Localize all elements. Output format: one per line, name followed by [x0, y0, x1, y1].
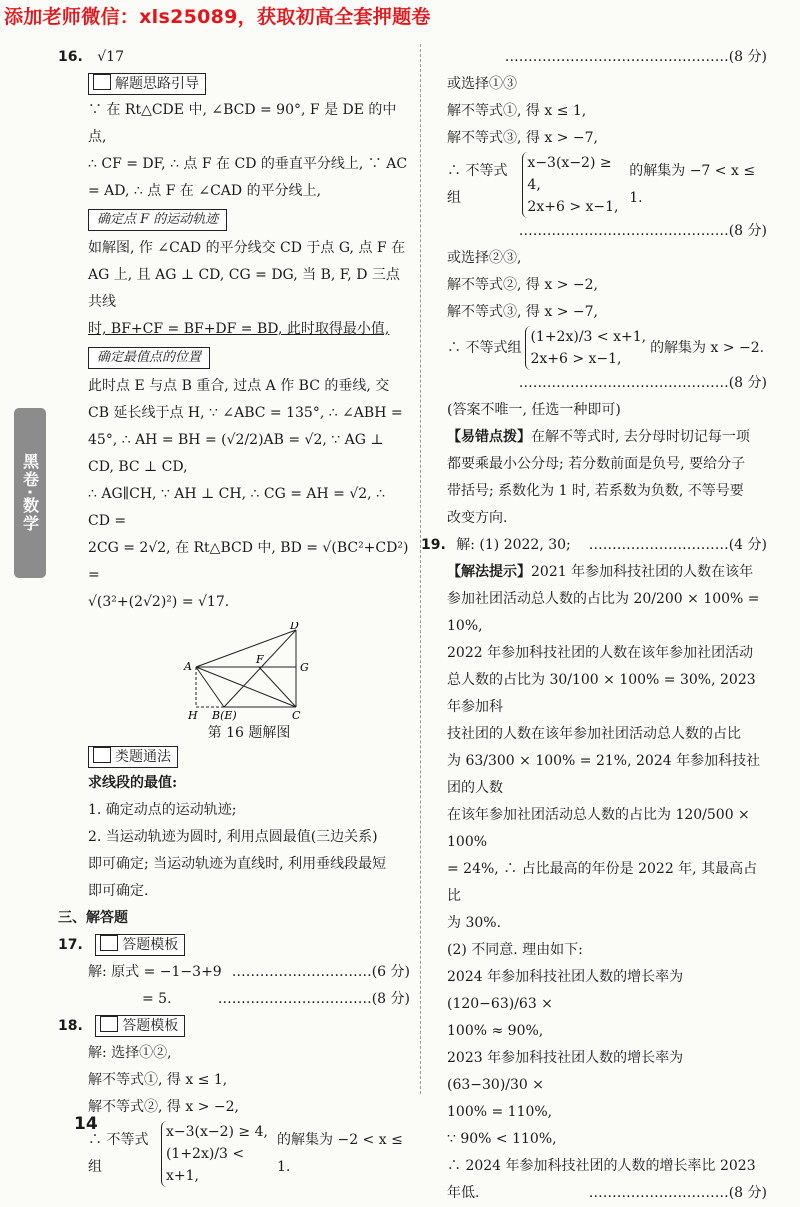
- note-extreme: 确定最值点的位置: [88, 347, 210, 369]
- score: …………………………(8 分): [588, 1185, 767, 1201]
- right-line: 解不等式①, 得 x ≤ 1,: [447, 103, 587, 119]
- right-line: 或选择②③,: [447, 250, 522, 266]
- page-number: 14: [74, 1114, 98, 1134]
- error-tip: 改变方向.: [447, 510, 508, 526]
- hint-line: 技社团的人数在该年参加社团活动总人数的占比: [447, 726, 741, 742]
- right-line: 解不等式③, 得 x > −7,: [447, 130, 598, 146]
- fig-label-b: B(E): [212, 709, 237, 722]
- hint-line: 总人数的占比为 30/100 × 100% = 30%, 2023 年参加科: [447, 672, 756, 715]
- q16-line: ∴ CF = DF, ∴ 点 F 在 CD 的垂直平分线上, ∵ AC: [88, 156, 408, 172]
- q17-line: [58, 986, 410, 1013]
- q18-line: 解不等式②, 得 x > −2,: [88, 1099, 239, 1115]
- q19-header: [421, 532, 767, 559]
- right-line: 解不等式②, 得 x > −2,: [447, 277, 598, 293]
- inequality-system: [525, 326, 646, 370]
- q16-line: 时, BF+CF = BF+DF = BD, 此时取得最小值,: [88, 321, 390, 337]
- error-tip-title: 【易错点拨】: [447, 429, 531, 445]
- q18-system-result: 的解集为 −2 < x ≤ 1.: [277, 1132, 403, 1175]
- q18-template-box: [95, 1015, 185, 1037]
- q19-answer: 解: (1) 2022, 30;: [456, 537, 571, 553]
- score-line: [447, 218, 767, 245]
- score-line: [447, 370, 767, 397]
- hint-line: 参加社团活动总人数的占比为 20/200 × 100% = 10%,: [447, 591, 760, 634]
- q16-line: ∵ 在 Rt△CDE 中, ∠BCD = 90°, F 是 DE 的中点,: [88, 102, 397, 145]
- q17-number: 17.: [58, 937, 83, 953]
- q17-step: = 5.: [142, 991, 172, 1007]
- key-icon: [93, 747, 111, 763]
- q17-template-title: 答题模板: [122, 937, 179, 953]
- error-tip: 带括号; 系数化为 1 时, 若系数为负数, 不等号要: [447, 483, 744, 499]
- right-line: 或选择①③: [447, 76, 517, 92]
- fig-line-ad: [196, 630, 296, 667]
- book-icon: [100, 935, 118, 951]
- q19-number: 19.: [421, 537, 446, 553]
- hint-line: 为 63/300 × 100% = 21%, 2024 年参加科技社团的人数: [447, 753, 761, 796]
- fig-label-c: C: [292, 709, 301, 722]
- score: ………………………………………(8 分): [518, 375, 767, 391]
- method-title: 类题通法: [115, 749, 171, 765]
- q17-line: [58, 959, 410, 986]
- hint-text: 2021 年参加科技社团的人数在该年: [531, 564, 754, 580]
- system-result: 的解集为 −7 < x ≤ 1.: [629, 163, 756, 206]
- method-line: 求线段的最值:: [88, 775, 178, 791]
- q16-figure: [174, 622, 324, 722]
- section-heading: 三、解答题: [58, 910, 128, 926]
- system-block: [447, 152, 767, 218]
- q17-step: 解: 原式 = −1−3+9: [88, 964, 222, 980]
- part2-text: 年低.: [447, 1185, 480, 1201]
- q18-system: [88, 1121, 410, 1187]
- q18-line: 解: 选择①②,: [88, 1045, 172, 1061]
- part2-line: 100% ≈ 90%,: [447, 1023, 544, 1039]
- figure-caption: 第 16 题解图: [207, 725, 291, 741]
- fig-label-f: F: [256, 653, 264, 666]
- system-block: [447, 326, 767, 370]
- q16-line: CB 延长线于点 H, ∵ ∠ABC = 135°, ∴ ∠ABH =: [88, 405, 403, 421]
- q16-line: = AD, ∴ 点 F 在 ∠CAD 的平分线上,: [88, 183, 322, 199]
- error-tip: 都要乘最小公分母; 若分数前面是负号, 要给分子: [447, 456, 746, 472]
- q16-answer: √17: [97, 49, 125, 65]
- system-prefix: ∴ 不等式组: [447, 163, 508, 206]
- inequality-line: 2x+6 > x−1,: [527, 199, 619, 215]
- hint-line: 为 30%.: [447, 915, 502, 931]
- hint-line: 在该年参加社团活动总人数的占比为 120/500 × 100%: [447, 807, 750, 850]
- q17-header: [58, 932, 410, 959]
- hint-line: [447, 559, 767, 586]
- score-line: [447, 44, 767, 71]
- part2-line: 100% = 110%,: [447, 1104, 553, 1120]
- hint-line: = 24%, ∴ 占比最高的年份是 2022 年, 其最高占比: [447, 861, 758, 904]
- system-prefix: ∴ 不等式组: [447, 339, 522, 356]
- inequality-system: [522, 152, 625, 218]
- q18-system-prefix: ∴ 不等式组: [88, 1132, 149, 1175]
- q16-line: 此时点 E 与点 B 重合, 过点 A 作 BC 的垂线, 交: [88, 378, 390, 394]
- hint-line: 2022 年参加科技社团的人数在该年参加社团活动: [447, 645, 754, 661]
- part2-line: ∵ 90% < 110%,: [447, 1131, 557, 1147]
- method-line: 即可确定; 当运动轨迹为直线时, 利用垂线段最短: [88, 856, 387, 872]
- column-divider: [420, 44, 421, 1094]
- guide-title: 解题思路引导: [115, 76, 199, 92]
- right-line: 解不等式③, 得 x > −7,: [447, 304, 598, 320]
- q16-line: 如解图, 作 ∠CAD 的平分线交 CD 于点 G, 点 F 在: [88, 240, 406, 256]
- fig-label-a: A: [184, 660, 192, 673]
- fig-line-fc: [259, 667, 296, 707]
- q18-number: 18.: [58, 1018, 83, 1034]
- fig-label-h: H: [188, 709, 198, 722]
- inequality-line: (1+2x)/3 < x+1,: [165, 1146, 245, 1184]
- q16-number: 16.: [58, 49, 83, 65]
- score: ………………………………………(8 分): [518, 223, 767, 239]
- score: …………………………(4 分): [588, 537, 767, 553]
- q16-line: 45°, ∴ AH = BH = (√2/2)AB = √2, ∵ AG ⊥ CD, BC ⊥ CD,: [88, 432, 384, 475]
- system-result: 的解集为 x > −2.: [650, 339, 765, 356]
- q18-header: [58, 1013, 410, 1040]
- method-line: 1. 确定动点的运动轨迹;: [88, 802, 237, 818]
- note-trajectory: 确定点 F 的运动轨迹: [88, 209, 227, 231]
- q17-score: ……………………………(8 分): [217, 991, 410, 1007]
- error-tip-text: 在解不等式时, 去分母时切记每一项: [531, 429, 750, 445]
- q17-score: …………………………(6 分): [231, 964, 410, 980]
- book-icon: [100, 1016, 118, 1032]
- part2-line: 2024 年参加科技社团人数的增长率为 (120−63)/63 ×: [447, 969, 684, 1012]
- part2-line: ∴ 2024 年参加科技社团的人数的增长率比 2023: [447, 1158, 756, 1174]
- q18-template-title: 答题模板: [122, 1018, 179, 1034]
- fig-label-d: D: [290, 622, 299, 632]
- q17-template-box: [95, 934, 185, 956]
- q16-line: √(3²+(2√2)²) = √17.: [88, 594, 230, 610]
- inequality-line: 2x+6 > x−1,: [530, 351, 622, 367]
- inequality-line: x−3(x−2) ≥ 4,: [165, 1124, 268, 1140]
- q16-line: AG 上, 且 AG ⊥ CD, CG = DG, 当 B, F, D 三点共线: [88, 267, 400, 310]
- method-title-box: [88, 746, 178, 768]
- score: …………………………………………(8 分): [504, 49, 767, 65]
- right-line: (答案不唯一, 任选一种即可): [447, 402, 621, 418]
- fig-label-g: G: [300, 661, 309, 674]
- notebook-icon: [93, 74, 111, 90]
- hint-title: 【解法提示】: [447, 564, 531, 580]
- part2-line: [447, 1180, 767, 1207]
- inequality-line: (1+2x)/3 < x+1,: [530, 329, 647, 345]
- method-line: 2. 当运动轨迹为圆时, 利用点圆最值(三边关系): [88, 829, 378, 845]
- guide-title-box: [88, 73, 206, 95]
- side-tab: 黑卷·数学: [14, 408, 46, 578]
- method-line: 即可确定.: [88, 883, 149, 899]
- part2-line: (2) 不同意. 理由如下:: [447, 942, 583, 958]
- error-tip: [447, 424, 767, 451]
- left-column: [58, 44, 410, 1187]
- part2-line: 2023 年参加科技社团人数的增长率为 (63−30)/30 ×: [447, 1050, 684, 1093]
- q18-line: 解不等式①, 得 x ≤ 1,: [88, 1072, 228, 1088]
- fig-line-ac: [196, 667, 296, 707]
- watermark: 添加老师微信：xls25089，获取初高全套押题卷: [4, 6, 431, 28]
- q16-line: ∴ AG∥CH, ∵ AH ⊥ CH, ∴ CG = AH = √2, ∴ CD =: [88, 486, 385, 529]
- q16-line: 2CG = 2√2, 在 Rt△BCD 中, BD = √(BC²+CD²) =: [88, 540, 409, 583]
- inequality-system: [161, 1121, 273, 1187]
- inequality-line: x−3(x−2) ≥ 4,: [527, 155, 612, 193]
- q16-header: [58, 44, 410, 71]
- right-column: [421, 44, 767, 1207]
